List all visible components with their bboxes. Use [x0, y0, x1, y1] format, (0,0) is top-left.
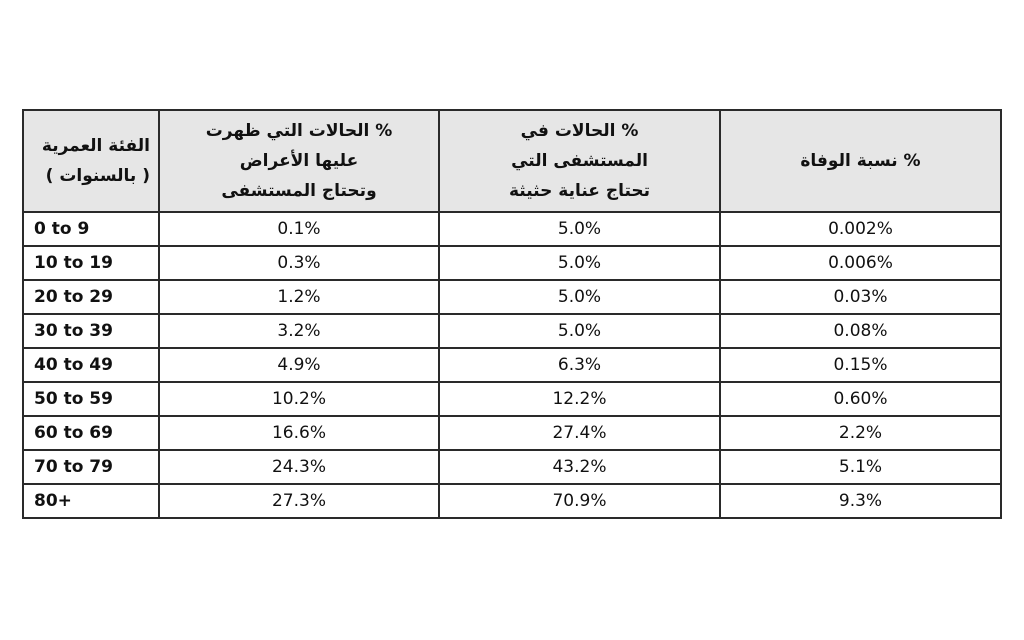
fatality-cell: 5.1% [720, 450, 1001, 484]
table-row [23, 280, 1001, 314]
hospitalized-cell: 1.2% [159, 280, 439, 314]
header-fatality-rate: % نسبة الوفاة [720, 110, 1001, 212]
table-row [23, 450, 1001, 484]
header-row [23, 110, 1001, 212]
icu-cell: 70.9% [439, 484, 720, 518]
table-row [23, 246, 1001, 280]
fatality-cell: 0.002% [720, 212, 1001, 246]
icu-cell: 5.0% [439, 212, 720, 246]
fatality-cell: 0.006% [720, 246, 1001, 280]
icu-cell: 43.2% [439, 450, 720, 484]
icu-cell: 27.4% [439, 416, 720, 450]
hospitalized-cell: 24.3% [159, 450, 439, 484]
age-cell: 80+ [23, 484, 159, 518]
hospitalized-cell: 4.9% [159, 348, 439, 382]
icu-cell: 5.0% [439, 280, 720, 314]
table-row [23, 314, 1001, 348]
fatality-cell: 9.3% [720, 484, 1001, 518]
fatality-cell: 0.03% [720, 280, 1001, 314]
header-hospital-icu: % الحالات في المستشفى التي تحتاج عناية حثيثة [439, 110, 720, 212]
table-row [23, 382, 1001, 416]
table-row [23, 484, 1001, 518]
table-row [23, 416, 1001, 450]
table-body [23, 212, 1001, 518]
header-age-group: الفئة العمرية ( بالسنوات ) [23, 110, 159, 212]
icu-cell: 12.2% [439, 382, 720, 416]
table-header [23, 110, 1001, 212]
age-cell: 60 to 69 [23, 416, 159, 450]
fatality-cell: 0.15% [720, 348, 1001, 382]
icu-cell: 5.0% [439, 314, 720, 348]
age-cell: 40 to 49 [23, 348, 159, 382]
hospitalized-cell: 27.3% [159, 484, 439, 518]
age-cell: 0 to 9 [23, 212, 159, 246]
hospitalized-cell: 0.1% [159, 212, 439, 246]
hospitalized-cell: 0.3% [159, 246, 439, 280]
age-cell: 30 to 39 [23, 314, 159, 348]
hospitalized-cell: 3.2% [159, 314, 439, 348]
age-cell: 70 to 79 [23, 450, 159, 484]
age-cell: 20 to 29 [23, 280, 159, 314]
fatality-cell: 0.60% [720, 382, 1001, 416]
age-statistics-table [22, 109, 1002, 519]
icu-cell: 5.0% [439, 246, 720, 280]
hospitalized-cell: 10.2% [159, 382, 439, 416]
hospitalized-cell: 16.6% [159, 416, 439, 450]
age-cell: 50 to 59 [23, 382, 159, 416]
icu-cell: 6.3% [439, 348, 720, 382]
age-cell: 10 to 19 [23, 246, 159, 280]
table-row [23, 348, 1001, 382]
header-symptomatic-hospitalized: % الحالات التي ظهرت عليها الأعراض وتحتاج المستشفى [159, 110, 439, 212]
fatality-cell: 0.08% [720, 314, 1001, 348]
fatality-cell: 2.2% [720, 416, 1001, 450]
table-row [23, 212, 1001, 246]
